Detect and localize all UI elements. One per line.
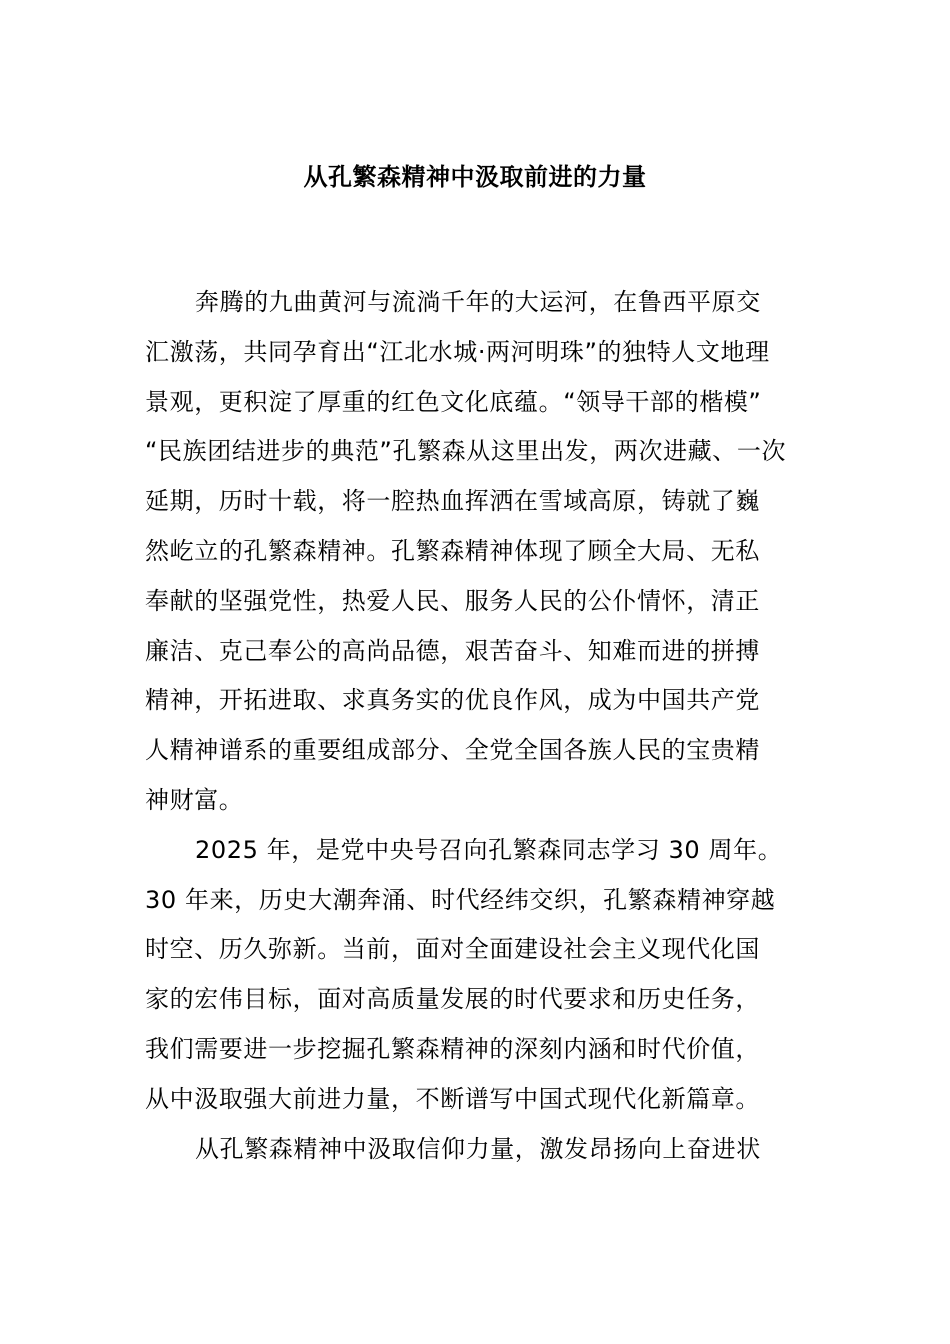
paragraph-2-line-2: 30 年来，历史大潮奔涌、时代经纬交织，孔繁森精神穿越 [145,885,776,914]
paragraph-1-line-5: 延期，历时十载，将一腔热血挥洒在雪域高原，铸就了巍 [145,487,760,516]
paragraph-1-line-7: 奉献的坚强党性，热爱人民、服务人民的公仆情怀，清正 [145,586,760,615]
paragraph-2-line-5: 我们需要进一步挖掘孔繁森精神的深刻内涵和时代价值， [145,1034,760,1063]
paragraph-2-line-4: 家的宏伟目标，面对高质量发展的时代要求和历史任务， [145,985,760,1014]
paragraph-2-line-3: 时空、历久弥新。当前，面对全面建设社会主义现代化国 [145,935,760,964]
paragraph-1-line-3: 景观，更积淀了厚重的红色文化底蕴。“领导干部的楷模” [145,387,762,416]
paragraph-1-line-1: 奔腾的九曲黄河与流淌千年的大运河，在鲁西平原交 [195,288,761,316]
paragraph-2-line-1: 2025 年，是党中央号召向孔繁森同志学习 30 周年。 [195,835,783,864]
paragraph-1-line-10: 人精神谱系的重要组成部分、全党全国各族人民的宝贵精 [145,736,760,765]
paragraph-1-line-8: 廉洁、克己奉公的高尚品德，艰苦奋斗、知难而进的拼搏 [145,636,760,665]
paragraph-3-line-1: 从孔繁森精神中汲取信仰力量，激发昂扬向上奋进状 [195,1134,761,1163]
document-body [145,278,815,1174]
paragraph-1-line-11: 神财富。 [145,785,244,814]
paragraph-1-line-4: “民族团结进步的典范”孔繁森从这里出发，两次进藏、一次 [145,437,787,466]
paragraph-2-line-6: 从中汲取强大前进力量，不断谱写中国式现代化新篇章。 [145,1084,760,1113]
paragraph-1-line-2: 汇激荡，共同孕育出“江北水城·两河明珠”的独特人文地理 [145,337,770,366]
paragraph-1-line-6: 然屹立的孔繁森精神。孔繁森精神体现了顾全大局、无私 [145,536,760,565]
document-title: 从孔繁森精神中汲取前进的力量 [303,163,647,191]
paragraph-1-line-9: 精神，开拓进取、求真务实的优良作风，成为中国共产党 [145,686,760,715]
